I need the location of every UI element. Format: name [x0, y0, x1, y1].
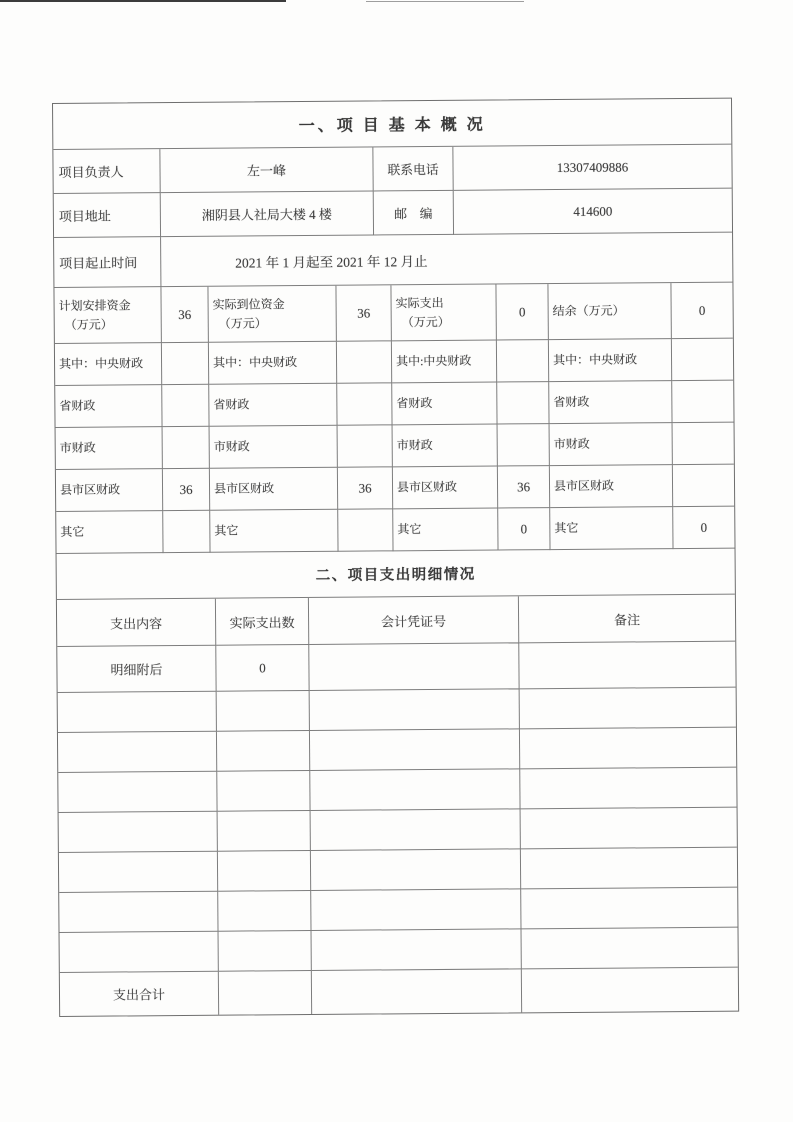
project-period-value: 2021 年 1 月起至 2021 年 12 月止 [161, 233, 732, 287]
municipal-finance-label: 市财政 [210, 426, 338, 469]
expense-content-header: 支出内容 [57, 599, 216, 647]
other-funds-label: 其它 [393, 509, 498, 552]
other-funds-value: 0 [673, 507, 734, 549]
expense-cell [58, 692, 217, 733]
other-funds-value: 0 [498, 508, 550, 550]
expense-cell [59, 812, 218, 853]
expense-cell [521, 888, 737, 930]
received-funds-label: 实际到位资金 （万元） [208, 286, 336, 343]
expense-cell [217, 731, 310, 772]
project-period-label: 项目起止时间 [54, 237, 161, 288]
expense-cell [58, 772, 217, 813]
provincial-finance-value [337, 383, 392, 425]
central-finance-label: 其中：中央财政 [209, 342, 337, 385]
expense-cell [310, 769, 520, 811]
section2-title: 二、项目支出明细情况 [57, 549, 735, 600]
expense-cell [218, 891, 311, 932]
expense-total-label: 支出合计 [60, 972, 219, 1016]
county-finance-label: 县市区财政 [210, 468, 338, 511]
central-finance-value [497, 340, 549, 382]
voucher-number-header: 会计凭证号 [309, 596, 519, 645]
postal-code-label: 邮 编 [374, 191, 454, 236]
county-finance-label: 县市区财政 [393, 467, 498, 510]
county-finance-value [673, 465, 734, 507]
actual-expenditure-value: 0 [496, 284, 548, 340]
contact-phone-label: 联系电话 [373, 147, 453, 192]
expense-cell [58, 732, 217, 773]
actual-expense-header: 实际支出数 [216, 598, 309, 646]
expense-cell [217, 771, 310, 812]
planned-funds-value: 36 [161, 287, 208, 343]
contact-phone-value: 13307409886 [453, 145, 731, 191]
municipal-finance-value [338, 425, 393, 467]
planned-funds-label: 计划安排资金 （万元） [54, 287, 161, 344]
central-finance-label: 其中：中央财政 [55, 343, 162, 386]
other-funds-value [338, 509, 393, 551]
county-finance-label: 县市区财政 [56, 469, 163, 512]
county-finance-label: 县市区财政 [550, 465, 673, 508]
municipal-finance-label: 市财政 [56, 427, 163, 470]
expense-cell [520, 728, 736, 770]
expense-total-value [219, 971, 312, 1015]
central-finance-label: 其中：中央财政 [549, 339, 672, 382]
central-finance-value [337, 341, 392, 383]
expense-cell [521, 848, 737, 890]
expense-cell [312, 969, 522, 1014]
received-funds-value: 36 [336, 285, 391, 341]
expense-table [57, 595, 738, 1016]
expense-cell [520, 768, 736, 810]
county-finance-value: 36 [498, 466, 550, 508]
municipal-finance-value [498, 424, 550, 466]
expense-cell [59, 892, 218, 933]
expense-cell [521, 808, 737, 850]
balance-label: 结余（万元） [548, 283, 671, 340]
project-report-form [52, 98, 739, 1017]
expense-cell [60, 932, 219, 973]
balance-value: 0 [671, 283, 732, 339]
expense-cell [311, 809, 521, 851]
expense-cell [310, 689, 520, 731]
expense-cell: 0 [216, 645, 309, 692]
expense-cell [520, 688, 736, 730]
county-finance-value: 36 [163, 469, 210, 511]
scan-edge-artifact [366, 1, 524, 2]
municipal-finance-value [163, 427, 210, 469]
other-funds-value [163, 511, 210, 553]
expense-cell [59, 852, 218, 893]
expense-cell [522, 968, 738, 1013]
expense-cell: 明细附后 [57, 646, 216, 693]
expense-cell [522, 928, 738, 970]
funding-table [54, 283, 734, 554]
other-funds-label: 其它 [56, 511, 163, 554]
actual-expenditure-label: 实际支出 （万元） [391, 285, 496, 342]
expense-cell [311, 849, 521, 891]
expense-cell [217, 691, 310, 732]
provincial-finance-value [497, 382, 549, 424]
project-leader-value: 左一峰 [160, 147, 373, 193]
expense-cell [311, 889, 521, 931]
other-funds-label: 其它 [550, 507, 673, 550]
central-finance-label: 其中:中央财政 [392, 341, 497, 384]
provincial-finance-value [672, 381, 733, 423]
expense-cell [309, 643, 519, 691]
municipal-finance-value [673, 423, 734, 465]
postal-code-value: 414600 [454, 189, 732, 235]
basic-info-table [53, 145, 732, 288]
expense-cell [218, 811, 311, 852]
central-finance-value [672, 339, 733, 381]
municipal-finance-label: 市财政 [550, 423, 673, 466]
project-leader-label: 项目负责人 [53, 149, 160, 194]
expense-cell [312, 929, 522, 971]
central-finance-value [162, 343, 209, 385]
provincial-finance-label: 省财政 [209, 384, 337, 427]
expense-cell [310, 729, 520, 771]
provincial-finance-label: 省财政 [55, 385, 162, 428]
project-address-value: 湘阴县人社局大楼 4 楼 [161, 191, 374, 237]
municipal-finance-label: 市财政 [393, 425, 498, 468]
section1-title: 一、项 目 基 本 概 况 [53, 99, 731, 150]
other-funds-label: 其它 [210, 510, 338, 553]
provincial-finance-label: 省财政 [549, 381, 672, 424]
remark-header: 备注 [519, 595, 735, 644]
expense-cell [218, 851, 311, 892]
scan-edge-artifact [0, 0, 286, 2]
provincial-finance-label: 省财政 [392, 383, 497, 426]
expense-cell [219, 931, 312, 972]
expense-cell [519, 642, 735, 690]
provincial-finance-value [162, 385, 209, 427]
project-address-label: 项目地址 [54, 193, 161, 238]
county-finance-value: 36 [338, 467, 393, 509]
